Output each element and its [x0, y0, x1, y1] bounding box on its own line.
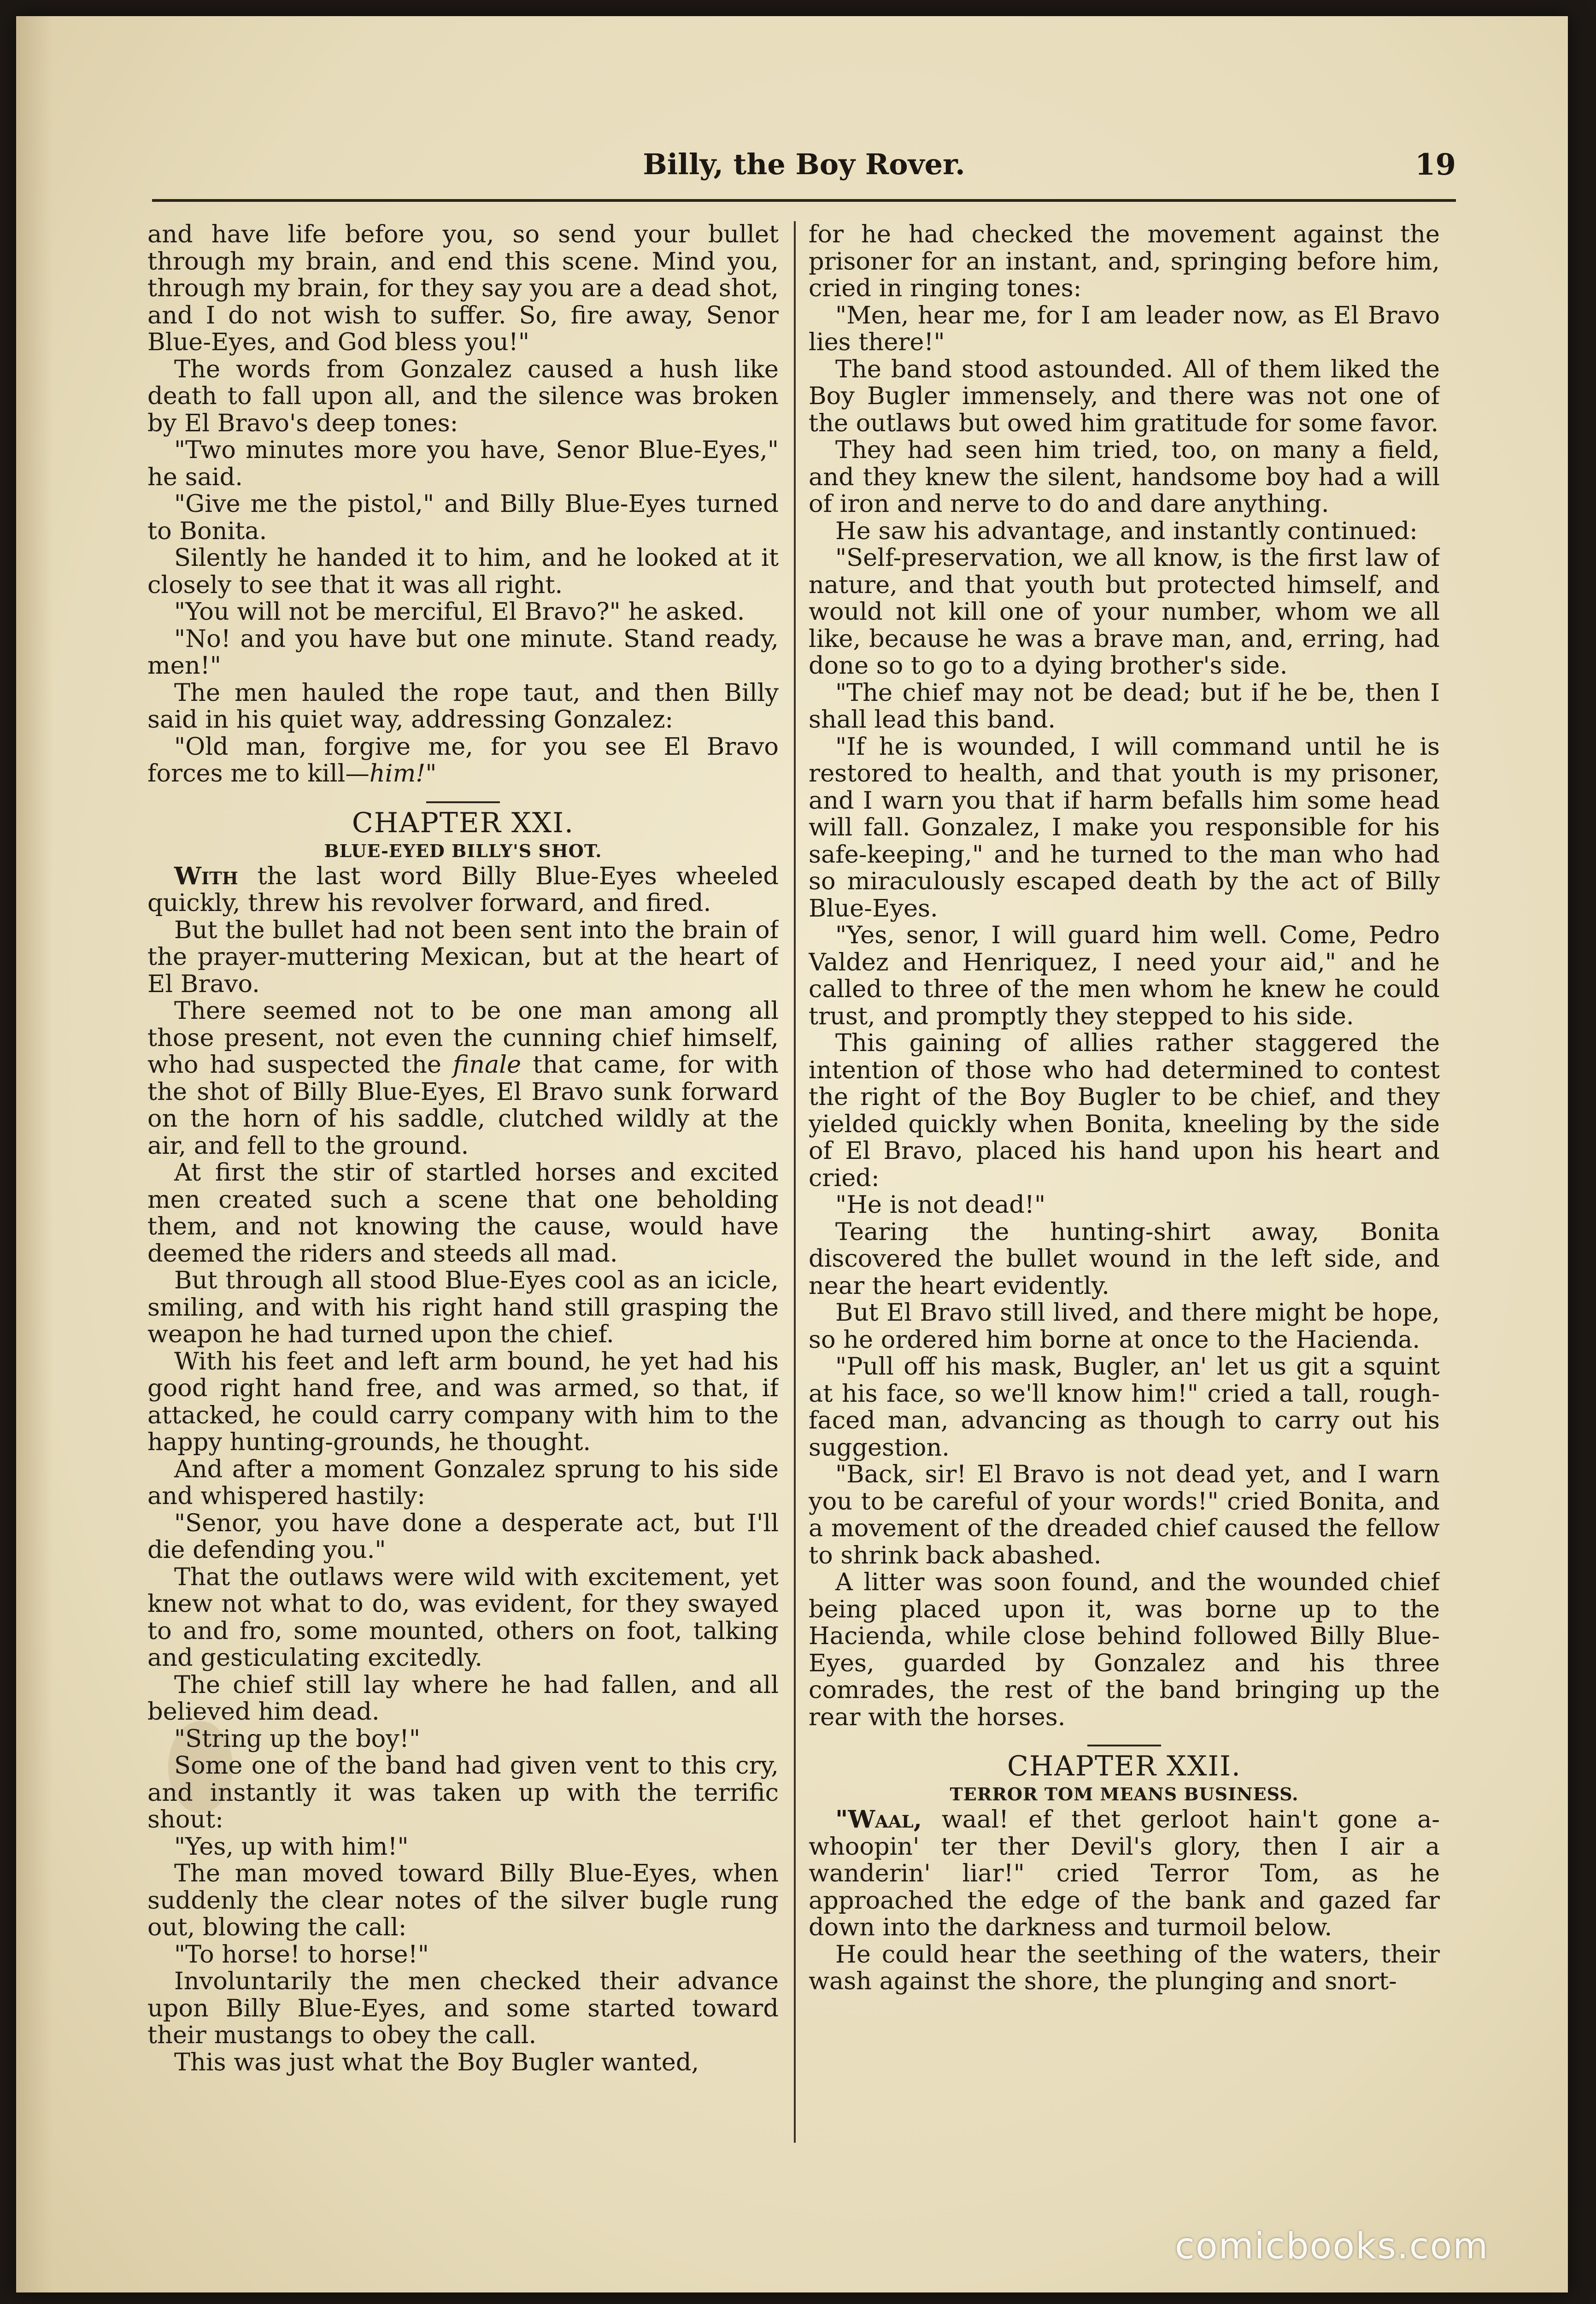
paragraph: "String up the boy!" — [174, 1724, 421, 1753]
paragraph: "Two minutes more you have, Senor Blue-Eyes," he said. — [147, 436, 779, 491]
paragraph — [147, 863, 779, 917]
paragraph-text: "Old man, forgive me, for you see El Bravo forces me to kill— — [147, 732, 779, 788]
column-divider — [794, 221, 796, 2143]
paragraph: "To horse! to horse!" — [174, 1940, 429, 1969]
italic-text: finale — [453, 1051, 522, 1079]
paragraph: "Yes, up with him!" — [174, 1832, 409, 1861]
page-number: 19 — [1414, 147, 1456, 182]
chapter-title: CHAPTER XXI. — [352, 806, 575, 839]
paragraph: He could hear the seething of the waters, their wash against the shore, the plunging and snort- — [809, 1940, 1440, 1995]
paragraph-text: the last word Billy Blue-Eyes wheeled quickly, threw his revolver forward, and fired. — [147, 862, 779, 917]
paragraph: "Back, sir! El Bravo is not dead yet, and I warn you to be careful of your words!" cried Bonita, and a movement of the dreaded chief caused the fellow to shrink back abashed. — [809, 1460, 1440, 1569]
paragraph: But through all stood Blue-Eyes cool as an icicle, smiling, and with his right hand still grasping the weapon he had turned upon the chief. — [147, 1266, 779, 1348]
chapter-rule — [1087, 1745, 1161, 1746]
italic-text: him!" — [369, 759, 437, 788]
paragraph: The chief still lay where he had fallen, and all believed him dead. — [147, 1670, 779, 1726]
paragraph: and have life before you, so send your bullet through my brain, and end this scene. Mind you, through my brain, for they say you are a dead shot, and I do not wish to suffer. So, fire away, Senor Blue-Eyes, and God bless you!" — [147, 221, 779, 356]
paragraph: The man moved toward Billy Blue-Eyes, when suddenly the clear notes of the silver bugle rung out, blowing the call: — [147, 1859, 779, 1941]
paragraph: They had seen him tried, too, on many a field, and they knew the silent, handsome boy had a will of iron and nerve to do and dare anything. — [809, 436, 1440, 518]
paragraph: Silently he handed it to him, and he looked at it closely to see that it was all right. — [147, 544, 779, 599]
chapter-subtitle: BLUE-EYED BILLY'S SHOT. — [324, 840, 602, 861]
page-spine-shadow — [16, 16, 53, 2292]
drop-word: With — [174, 862, 238, 890]
paragraph-text: There seemed not to be one man among all those present, not even the cunning chief himself, who had suspected the — [147, 997, 779, 1079]
paragraph: This gaining of allies rather staggered the intention of those who had determined to contest the right of the Boy Bugler to be chief, and they yielded quickly when Bonita, kneeling by the side of El Bravo, placed his hand upon his heart and cried: — [809, 1029, 1440, 1192]
paragraph: But El Bravo still lived, and there might be hope, so he ordered him borne at once to the Hacienda. — [809, 1299, 1440, 1354]
paragraph: The words from Gonzalez caused a hush like death to fall upon all, and the silence was broken by El Bravo's deep tones: — [147, 355, 779, 437]
paragraph: But the bullet had not been sent into the brain of the prayer-muttering Mexican, but at the heart of El Bravo. — [147, 916, 779, 998]
left-column — [147, 221, 779, 2147]
paragraph: The band stood astounded. All of them liked the Boy Bugler immensely, and there was not one of the outlaws but owed him gratitude for some favor. — [809, 355, 1440, 437]
paragraph: "Self-preservation, we all know, is the first law of nature, and that youth but protected himself, and would not kill one of your number, whom we all like, because he was a brave man, and, erring, had done so to go to a dying brother's side. — [809, 544, 1440, 680]
paragraph: "Senor, you have done a desperate act, but I'll die defending you." — [147, 1509, 779, 1564]
paragraph — [809, 1806, 1440, 1941]
paragraph: Tearing the hunting-shirt away, Bonita discovered the bullet wound in the left side, and near the heart evidently. — [809, 1217, 1440, 1300]
header-rule — [152, 199, 1456, 202]
paragraph: The men hauled the rope taut, and then Billy said in his quiet way, addressing Gonzalez: — [147, 678, 779, 734]
paragraph: "If he is wounded, I will command until he is restored to health, and that youth is my prisoner, and I warn you that if harm befalls him some head will fall. Gonzalez, I make you responsible for his safe-keeping," and he turned to the man who had so miraculously escaped death by the act of Billy Blue-Eyes. — [809, 732, 1440, 923]
paragraph: With his feet and left arm bound, he yet had his good right hand free, and was armed, so that, if attacked, he could carry company with him to the happy hunting-grounds, he thought. — [147, 1347, 779, 1456]
paragraph: "You will not be merciful, El Bravo?" he asked. — [174, 598, 745, 626]
paragraph: for he had checked the movement against the prisoner for an instant, and, springing before him, cried in ringing tones: — [809, 221, 1440, 302]
paragraph: "Pull off his mask, Bugler, an' let us git a squint at his face, so we'll know him!" cried a tall, rough-faced man, advancing as though to carry out his suggestion. — [809, 1352, 1440, 1462]
paragraph-text: waal! ef thet gerloot hain't gone a-whoopin' ter ther Devil's glory, then I air a wanderin' liar!" cried Terror Tom, as he approached the edge of the bank and gazed far down into the darkness and turmoil below. — [809, 1805, 1440, 1941]
paragraph: Involuntarily the men checked their advance upon Billy Blue-Eyes, and some started toward their mustangs to obey the call. — [147, 1967, 779, 2049]
paragraph: "Men, hear me, for I am leader now, as El Bravo lies there!" — [809, 301, 1440, 356]
paragraph: This was just what the Boy Bugler wanted, — [174, 2048, 699, 2076]
chapter-subtitle: TERROR TOM MEANS BUSINESS. — [950, 1784, 1299, 1804]
paragraph: "The chief may not be dead; but if he be, then I shall lead this band. — [809, 678, 1440, 734]
paragraph: "Yes, senor, I will guard him well. Come, Pedro Valdez and Henriquez, I need your aid," and he called to three of the men whom he knew he could trust, and promptly they stepped to his side. — [809, 921, 1440, 1030]
running-header — [152, 138, 1456, 194]
paragraph: That the outlaws were wild with excitement, yet knew not what to do, was evident, for they swayed to and fro, some mounted, others on foot, talking and gesticulating excitedly. — [147, 1563, 779, 1672]
right-column — [809, 221, 1440, 2147]
chapter-rule — [426, 801, 500, 803]
paragraph: At first the stir of startled horses and excited men created such a scene that one beholding them, and not knowing the cause, would have deemed the riders and steeds all mad. — [147, 1158, 779, 1268]
paragraph: He saw his advantage, and instantly continued: — [835, 517, 1418, 545]
paragraph — [147, 734, 779, 788]
paragraph: "He is not dead!" — [835, 1191, 1046, 1219]
paragraph-text: that came, for with the shot of Billy Blue-Eyes, El Bravo sunk forward on the horn of his saddle, clutched wildly at the air, and fell to the ground. — [147, 1051, 779, 1160]
paragraph — [147, 998, 779, 1159]
paragraph: "No! and you have but one minute. Stand ready, men!" — [147, 624, 779, 680]
paragraph: Some one of the band had given vent to this cry, and instantly it was taken up with the terrific shout: — [147, 1752, 779, 1834]
watermark: comicbooks.com — [1175, 2226, 1489, 2267]
paragraph: And after a moment Gonzalez sprung to his side and whispered hastily: — [147, 1455, 779, 1510]
paragraph: A litter was soon found, and the wounded chief being placed upon it, was borne up to the Hacienda, while close behind followed Billy Blue-Eyes, guarded by Gonzalez and his three comrades, the rest of the band bringing up the rear with the horses. — [809, 1568, 1440, 1731]
running-title: Billy, the Boy Rover. — [643, 147, 965, 181]
chapter-title: CHAPTER XXII. — [1007, 1750, 1241, 1782]
paragraph: "Give me the pistol," and Billy Blue-Eyes turned to Bonita. — [147, 490, 779, 545]
drop-word: "Waal, — [835, 1805, 922, 1834]
